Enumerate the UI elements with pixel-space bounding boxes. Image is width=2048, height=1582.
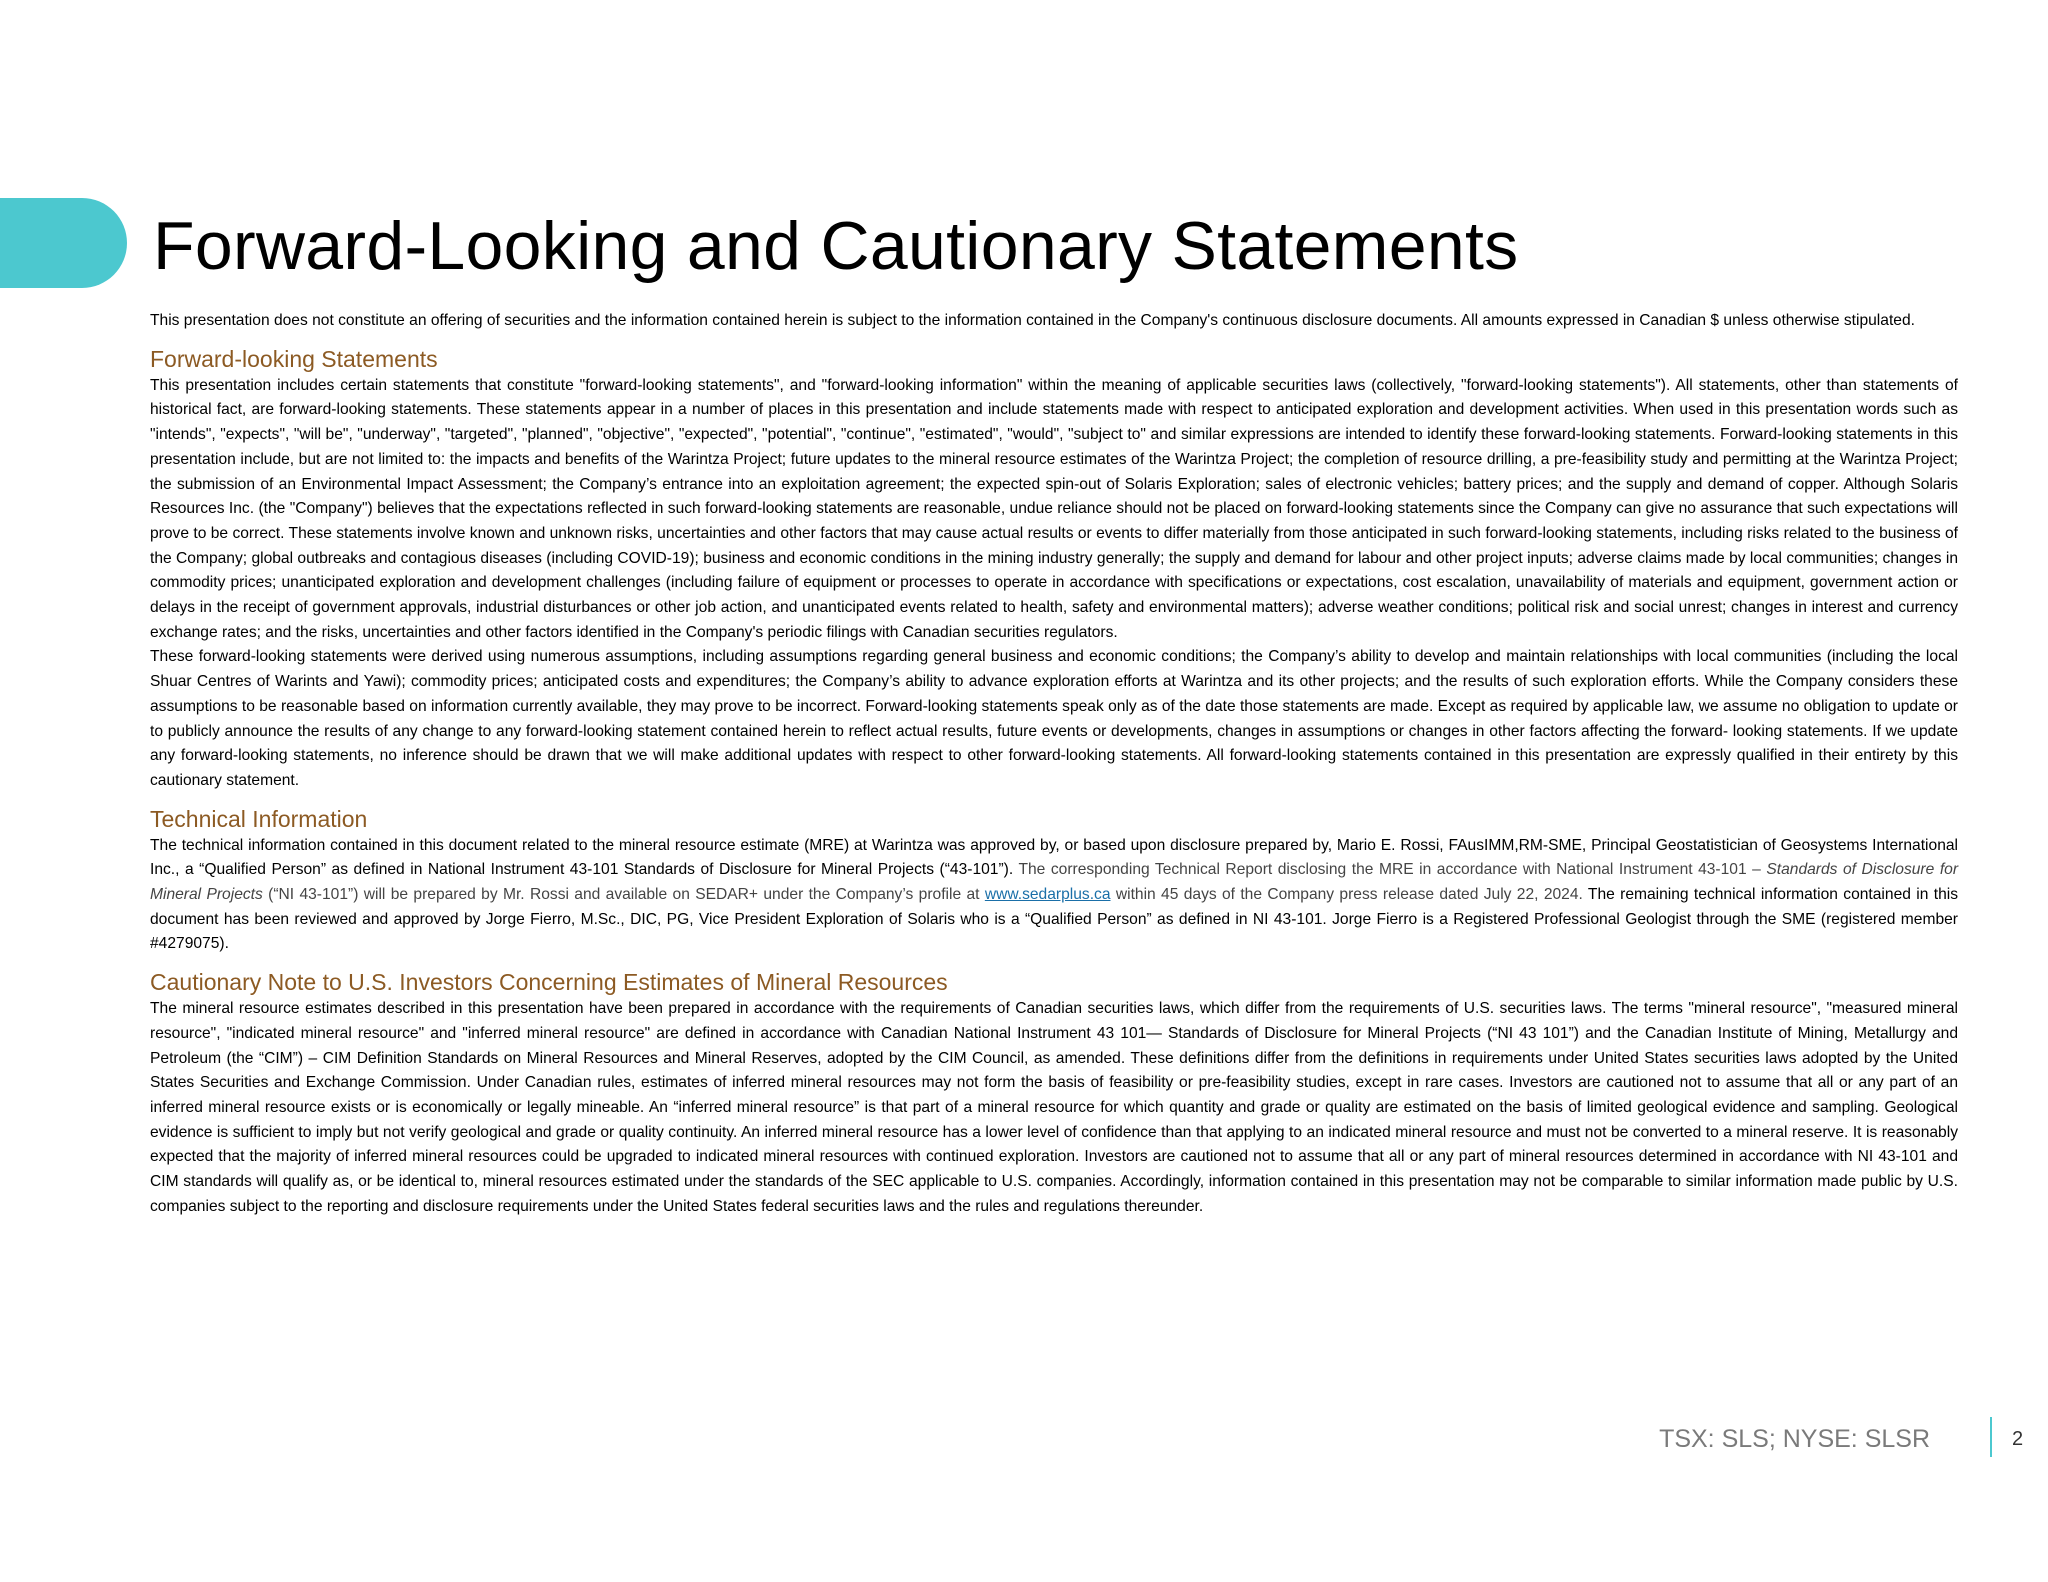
technical-text-part-4: (“NI 43-101”) will be prepared by Mr. Rossi and available on SEDAR+ under the Company’s profile at [262, 886, 985, 904]
intro-paragraph: This presentation does not constitute an offering of securities and the information contained herein is subject to the information contained in the Company's continuous disclosure documents. All amounts expressed in Canadian $ unless otherwise stipulated. [150, 312, 1915, 329]
title-accent-tab [0, 198, 127, 288]
technical-text-part-5: within 45 days of the Company press release dated July 22, 2024. [1110, 886, 1583, 904]
technical-information-paragraph [150, 834, 1958, 958]
disclaimer-content [150, 309, 1958, 1220]
technical-text-part-6: The remaining technical information contained in this document has been reviewed and approved by Jorge Fierro, M.Sc., DIC, PG, Vice President Exploration of Solaris who is a “Qualified Person” as defined in NI 43-101. Jorge Fierro is a Registered Professional Geologist through the SME (registered member #4279075). [150, 886, 1958, 953]
cautionary-note-paragraph: The mineral resource estimates described in this presentation have been prepared in accordance with the requirements of Canadian securities laws, which differ from the requirements of U.S. securities laws. The terms "mineral resource", "measured mineral resource", "indicated mineral resource" and "inferred mineral resource" are defined in accordance with Canadian National Instrument 43 101— Standards of Disclosure for Mineral Projects (“NI 43 101”) and the Canadian Institute of Mining, Metallurgy and Petroleum (the “CIM”) – CIM Definition Standards on Mineral Resources and Mineral Reserves, adopted by the CIM Council, as amended. These definitions differ from the definitions in requirements under United States securities laws adopted by the United States Securities and Exchange Commission. Under Canadian rules, estimates of inferred mineral resources may not form the basis of feasibility or pre-feasibility studies, except in rare cases. Investors are cautioned not to assume that all or any part of an inferred mineral resource exists or is economically or legally mineable. An “inferred mineral resource” is that part of a mineral resource for which quantity and grade or quality are estimated on the basis of limited geological evidence and sampling. Geological evidence is sufficient to imply but not verify geological and grade or quality continuity. An inferred mineral resource has a lower level of confidence than that applying to an indicated mineral resource and must not be converted to a mineral reserve. It is reasonably expected that the majority of inferred mineral resources could be upgraded to indicated mineral resources with continued exploration. Investors are cautioned not to assume that all or any part of mineral resources determined in accordance with NI 43-101 and CIM standards will qualify as, or be identical to, mineral resources estimated under the standards of the SEC applicable to U.S. companies. Accordingly, information contained in this presentation may not be comparable to similar information made public by U.S. companies subject to the reporting and disclosure requirements under the United States federal securities laws and the rules and regulations thereunder. [150, 1000, 1958, 1215]
forward-looking-paragraph-2: These forward-looking statements were derived using numerous assumptions, including assumptions regarding general business and economic conditions; the Company’s ability to develop and maintain relationships with local communities (including the local Shuar Centres of Warints and Yawi); commodity prices; anticipated costs and expenditures; the Company’s ability to advance exploration efforts at Warintza and its other projects; and the results of such exploration efforts. While the Company considers these assumptions to be reasonable based on information currently available, they may prove to be incorrect. Forward-looking statements speak only as of the date those statements are made. Except as required by applicable law, we assume no obligation to update or to publicly announce the results of any change to any forward-looking statement contained herein to reflect actual results, future events or developments, changes in assumptions or changes in other factors affecting the forward- looking statements. If we update any forward-looking statements, no inference should be drawn that we will make additional updates with respect to other forward-looking statements. All forward-looking statements contained in this presentation are expressly qualified in their entirety by this cautionary statement. [150, 648, 1958, 789]
technical-text-italic-title: Standards of Disclosure for Mineral Projects [150, 861, 1959, 904]
forward-looking-paragraph-1: This presentation includes certain statements that constitute "forward-looking statements", and "forward-looking information" within the meaning of applicable securities laws (collectively, "forward-looking statements"). All statements, other than statements of historical fact, are forward-looking statements. These statements appear in a number of places in this presentation and include statements made with respect to anticipated exploration and development activities. When used in this presentation words such as "intends", "expects", "will be", "underway", "targeted", "planned", "objective", "expected", "potential", "continue", "estimated", "would", "subject to" and similar expressions are intended to identify these forward-looking statements. Forward-looking statements in this presentation include, but are not limited to: the impacts and benefits of the Warintza Project; future updates to the mineral resource estimates of the Warintza Project; the completion of resource drilling, a pre-feasibility study and permitting at the Warintza Project; the submission of an Environmental Impact Assessment; the Company’s entrance into an exploitation agreement; the expected spin-out of Solaris Exploration; sales of electronic vehicles; battery prices; and the supply and demand of copper. Although Solaris Resources Inc. (the "Company") believes that the expectations reflected in such forward-looking statements are reasonable, undue reliance should not be placed on forward-looking statements since the Company can give no assurance that such expectations will prove to be correct. These statements involve known and unknown risks, uncertainties and other factors that may cause actual results or events to differ materially from those anticipated in such forward-looking statements, including risks related to the business of the Company; global outbreaks and contagious diseases (including COVID-19); business and economic conditions in the mining industry generally; the supply and demand for labour and other project inputs; adverse claims made by local communities; changes in commodity prices; unanticipated exploration and development challenges (including failure of equipment or processes to operate in accordance with specifications or expectations, cost escalation, unavailability of materials and equipment, government action or delays in the receipt of government approvals, industrial disturbances or other job action, and unanticipated events related to health, safety and environmental matters); adverse weather conditions; political risk and social unrest; changes in interest and currency exchange rates; and the risks, uncertainties and other factors identified in the Company's periodic filings with Canadian securities regulators. [150, 376, 1958, 641]
technical-information-heading: Technical Information [150, 805, 368, 832]
technical-text-part-2: The corresponding Technical Report disclosing the MRE in accordance with National Instrument 43-101 – [1018, 861, 1767, 879]
footer-divider [1990, 1417, 1992, 1457]
forward-looking-heading: Forward-looking Statements [150, 345, 438, 372]
page-number: 2 [2012, 1428, 2024, 1450]
technical-text-part-1: The technical information contained in this document related to the mineral resource estimate (MRE) at Warintza was approved by, or based upon disclosure prepared by, Mario E. Rossi, FAusIMM,RM-SME, Principal Geostatistician of Geosystems International Inc., a “Qualified Person” as defined in National Instrument 43-101 Standards of Disclosure for Mineral Projects (“43-101”). [150, 836, 1958, 879]
cautionary-note-heading: Cautionary Note to U.S. Investors Concerning Estimates of Mineral Resources [150, 969, 948, 996]
stock-ticker: TSX: SLS; NYSE: SLSR [1659, 1425, 1930, 1453]
sedarplus-link[interactable]: www.sedarplus.ca [984, 886, 1111, 904]
page-title: Forward-Looking and Cautionary Statements [153, 208, 1519, 284]
